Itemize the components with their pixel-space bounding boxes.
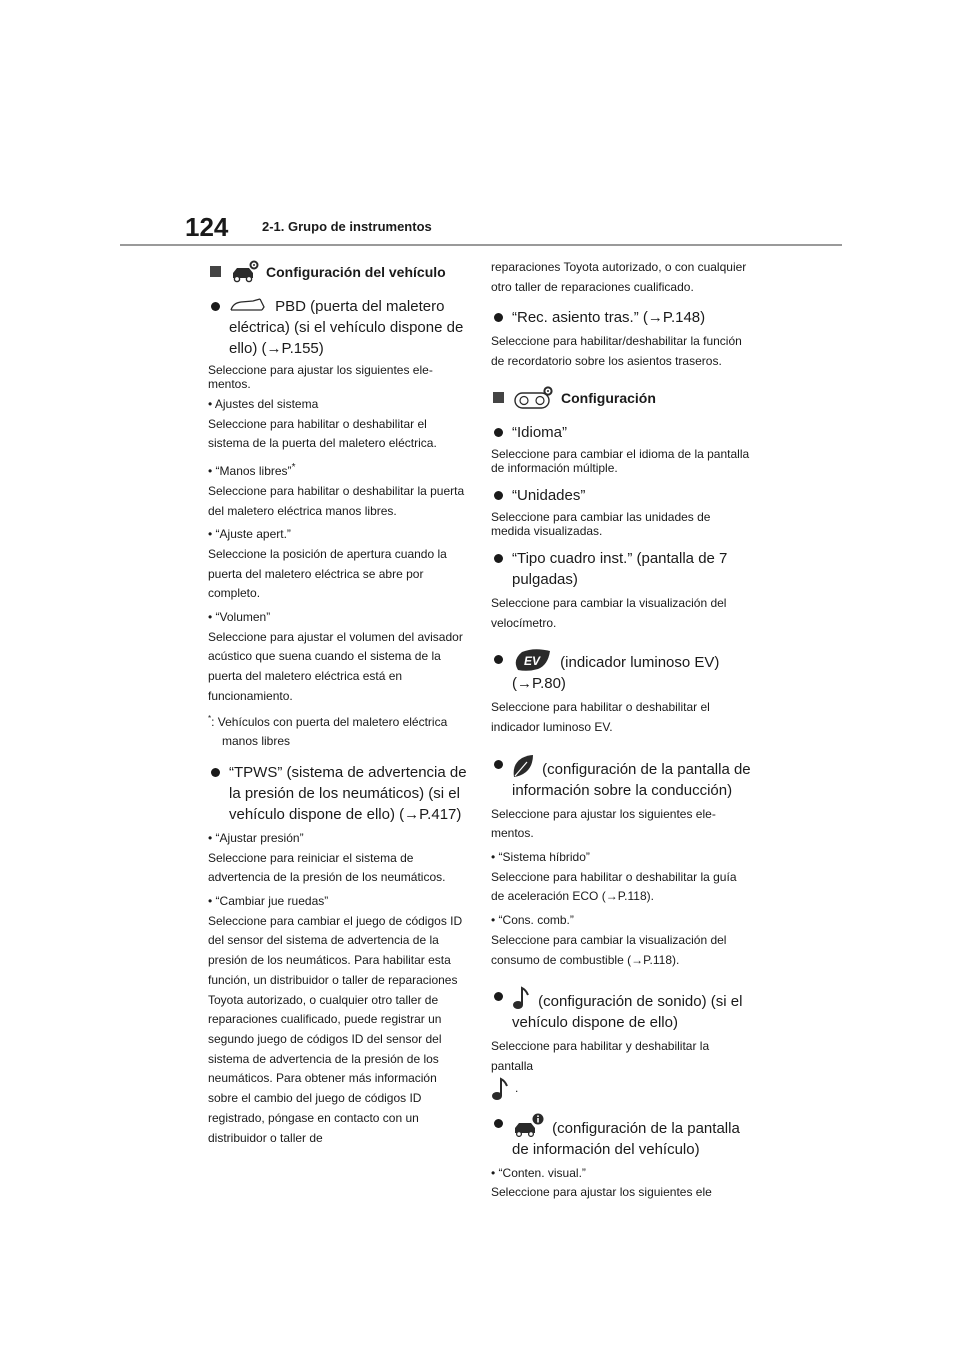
sub-text: Seleccione para habilitar o deshabilitar el sistema de la puerta del maletero eléctrica. bbox=[208, 416, 437, 451]
eco-text: Seleccione para ajustar los siguientes elementos. bbox=[491, 806, 716, 841]
sound-text-a: Seleccione para habilitar y deshabilitar la pantalla bbox=[491, 1039, 710, 1073]
sub-label: • Ajustes del sistema bbox=[208, 397, 319, 411]
ev-text: Seleccione para habilitar o deshabilitar el indicador luminoso EV. bbox=[491, 700, 710, 734]
sub-label: • “Volumen” bbox=[208, 610, 271, 625]
section-title: Configuración bbox=[561, 389, 656, 406]
bullet-dot bbox=[494, 992, 503, 1001]
bullet-dot bbox=[494, 554, 503, 563]
eco-leaf-icon bbox=[512, 754, 534, 778]
chapter-title: 2-1. Grupo de instrumentos bbox=[262, 219, 432, 234]
tipo-item bbox=[491, 548, 753, 590]
tipo-title: “Tipo cuadro inst.” (pantalla de 7 pulgadas) bbox=[512, 549, 728, 588]
ev-title: (indicador luminoso EV) (→P.80) bbox=[512, 654, 720, 693]
pbd-title: PBD (puerta del maletero eléctrica) (si el vehículo dispone de ello) (→P.155) bbox=[229, 298, 464, 357]
section-square-icon bbox=[210, 266, 221, 277]
footnote: *: Vehículos con puerta del maletero eléctrica manos libres bbox=[208, 713, 448, 749]
sub-label: • “Cambiar jue ruedas” bbox=[208, 894, 329, 909]
section-heading-vehicle-config bbox=[208, 258, 470, 286]
music-note-icon bbox=[491, 1077, 509, 1101]
idioma-text: Seleccione para cambiar el idioma de la pantalla de información múltiple. bbox=[491, 446, 750, 475]
section-title: Configuración del vehículo bbox=[266, 264, 446, 280]
sub-text: Seleccione la posición de apertura cuando la puerta del maletero eléctrica se abre por completo. bbox=[208, 546, 447, 601]
page-number: 124 bbox=[185, 212, 229, 242]
sound-text-row bbox=[491, 1077, 753, 1101]
sound-item bbox=[491, 986, 753, 1033]
left-column bbox=[208, 258, 470, 1148]
bullet-dot bbox=[494, 491, 503, 500]
idioma-title: “Idioma” bbox=[512, 423, 568, 441]
sub-label: • “Sistema híbrido” bbox=[491, 850, 590, 865]
bullet-dot bbox=[494, 428, 503, 437]
pbd-item bbox=[208, 296, 470, 359]
car-gear-icon bbox=[230, 260, 260, 284]
ev-item bbox=[491, 649, 753, 694]
unidades-title: “Unidades” bbox=[512, 486, 586, 504]
continued-text: reparaciones Toyota autorizado, o con cualquier otro taller de reparaciones cualificado. bbox=[491, 260, 747, 294]
rec-item bbox=[491, 307, 753, 328]
vinfo-item bbox=[491, 1113, 753, 1160]
vinfo-title: (configuración de la pantalla de información del vehículo) bbox=[512, 1119, 740, 1158]
svg-text:EV: EV bbox=[524, 654, 541, 669]
bullet-dot bbox=[211, 768, 220, 777]
music-note-icon bbox=[512, 986, 530, 1010]
sound-title: (configuración de sonido) (si el vehículo dispone de ello) bbox=[512, 993, 743, 1032]
sound-text-b: . bbox=[515, 1080, 519, 1095]
sub-text: Seleccione para habilitar o deshabilitar la puerta del maletero eléctrica manos libres. bbox=[208, 483, 465, 518]
sub-text: Seleccione para ajustar el volumen del avisador acústico que suena cuando el sistema de la puerta del maletero eléctrica está en funcionamiento. bbox=[208, 629, 463, 703]
sub-label: • “Ajustar presión” bbox=[208, 830, 304, 845]
section-square-icon bbox=[493, 392, 504, 403]
eco-item bbox=[491, 754, 753, 801]
tailgate-icon bbox=[229, 297, 267, 313]
sub-text: Seleccione para cambiar el juego de códigos ID del sensor del sistema de advertencia de la presión de los neumáticos. Para habilitar esta función, un distribuidor o taller de reparaciones Toyota autorizado, o cualquier otro taller de reparaciones cualificado, puede registrar un segundo juego de códigos ID del sensor del sistema de advertencia de la presión de los neumáticos. Para obtener más información sobre el cambio del juego de códigos ID registrado, póngase en contacto con un distribuidor o taller de bbox=[208, 913, 463, 1145]
tpws-title: “TPWS” (sistema de advertencia de la presión de los neumáticos) (si el vehículo dispone de ello) (→P.417) bbox=[229, 763, 467, 823]
sub-text: Seleccione para reiniciar el sistema de advertencia de la presión de los neumáticos. bbox=[208, 850, 446, 885]
bullet-dot bbox=[211, 302, 220, 311]
sub-text: Seleccione para ajustar los siguientes ele bbox=[491, 1185, 712, 1200]
unidades-item bbox=[491, 485, 753, 506]
sub-text: Seleccione para habilitar o deshabilitar la guía de aceleración ECO (→P.118). bbox=[491, 869, 737, 904]
bullet-dot bbox=[494, 1119, 503, 1128]
sub-label: • “Ajuste apert.” bbox=[208, 527, 291, 542]
bullet-dot bbox=[494, 655, 503, 664]
section-heading-config bbox=[491, 384, 753, 412]
rec-title: “Rec. asiento tras.” (→P.148) bbox=[512, 309, 706, 327]
tipo-text: Seleccione para cambiar la visualización del velocímetro. bbox=[491, 595, 727, 630]
rec-text: Seleccione para habilitar/deshabilitar la función de recordatorio sobre los asientos traseros. bbox=[491, 334, 742, 369]
sub-label: • “Cons. comb.” bbox=[491, 913, 574, 928]
header-rule bbox=[120, 244, 842, 246]
page-header bbox=[0, 0, 960, 250]
bullet-dot bbox=[494, 760, 503, 769]
car-info-icon bbox=[512, 1113, 544, 1137]
sub-label: • “Manos libres”* bbox=[208, 462, 296, 479]
sub-label: • “Conten. visual.” bbox=[491, 1165, 586, 1180]
footnote-mark: * bbox=[291, 462, 296, 474]
ev-icon bbox=[512, 649, 552, 671]
unidades-text: Seleccione para cambiar las unidades de medida visualizadas. bbox=[491, 509, 711, 538]
gauge-gear-icon bbox=[513, 386, 555, 410]
right-column bbox=[491, 258, 753, 1203]
idioma-item bbox=[491, 422, 753, 443]
sub-text: Seleccione para cambiar la visualización del consumo de combustible (→P.118). bbox=[491, 932, 727, 967]
pbd-intro: Seleccione para ajustar los siguientes elementos. bbox=[208, 363, 433, 391]
bullet-dot bbox=[494, 313, 503, 322]
eco-title: (configuración de la pantalla de información sobre la conducción) bbox=[512, 760, 751, 799]
tpws-item bbox=[208, 762, 470, 825]
